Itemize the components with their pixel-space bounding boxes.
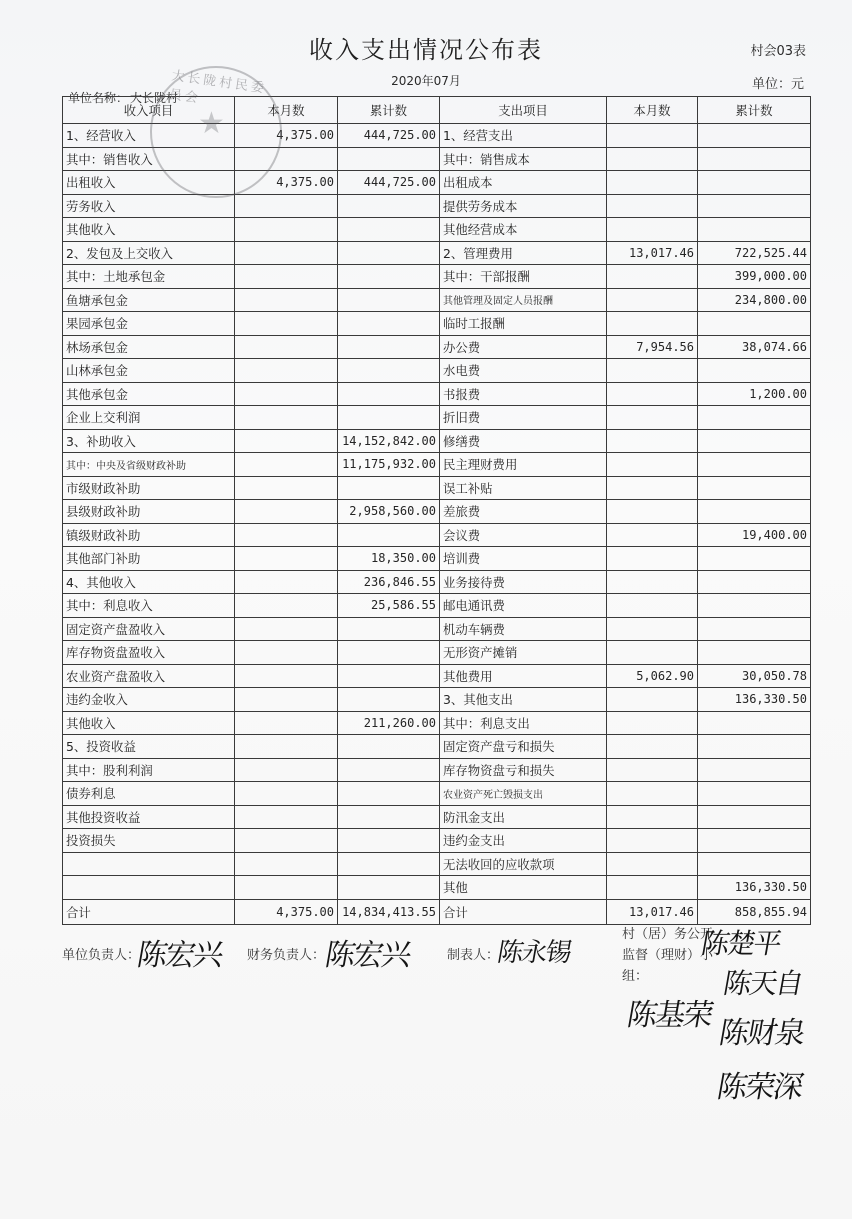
amount-cell	[235, 500, 338, 524]
amount-cell	[698, 359, 811, 383]
amount-cell: 399,000.00	[698, 265, 811, 289]
amount-cell	[338, 335, 440, 359]
amount-cell	[235, 617, 338, 641]
column-header: 累计数	[338, 97, 440, 124]
amount-cell	[698, 194, 811, 218]
total-value: 13,017.46	[607, 899, 698, 924]
amount-cell	[338, 382, 440, 406]
maker-signature: 陈永锡	[494, 938, 573, 968]
amount-cell	[698, 171, 811, 195]
table-row	[63, 570, 811, 594]
supervisor-signature: 陈财泉	[716, 1016, 807, 1051]
page-title: 收入支出情况公布表	[309, 36, 543, 64]
income-item-cell: 其中：股利利润	[63, 758, 235, 782]
amount-cell	[235, 406, 338, 430]
amount-cell	[235, 147, 338, 171]
amount-cell	[698, 735, 811, 759]
income-item-cell: 县级财政补助	[63, 500, 235, 524]
table-row	[63, 641, 811, 665]
expense-item-cell: 办公费	[440, 335, 607, 359]
amount-cell	[607, 782, 698, 806]
amount-cell	[235, 852, 338, 876]
amount-cell: 38,074.66	[698, 335, 811, 359]
head-signature: 陈宏兴	[134, 938, 225, 973]
amount-cell	[698, 476, 811, 500]
table-row	[63, 429, 811, 453]
amount-cell	[338, 617, 440, 641]
amount-cell	[338, 194, 440, 218]
amount-cell: 5,062.90	[607, 664, 698, 688]
expense-item-cell: 其他	[440, 876, 607, 900]
table-row	[63, 218, 811, 242]
amount-cell	[235, 312, 338, 336]
amount-cell	[607, 194, 698, 218]
table-row	[63, 523, 811, 547]
amount-cell	[698, 570, 811, 594]
amount-cell: 444,725.00	[338, 124, 440, 148]
income-item-cell: 3、补助收入	[63, 429, 235, 453]
supervisor-signature: 陈天自	[720, 967, 805, 1000]
maker-label: 制表人：	[447, 948, 500, 963]
income-item-cell: 其他收入	[63, 711, 235, 735]
amount-cell	[338, 688, 440, 712]
amount-cell	[235, 429, 338, 453]
income-item-cell: 其他部门补助	[63, 547, 235, 571]
amount-cell	[235, 218, 338, 242]
total-value: 14,834,413.55	[338, 899, 440, 924]
amount-cell: 4,375.00	[235, 171, 338, 195]
amount-cell	[235, 453, 338, 477]
amount-cell	[235, 523, 338, 547]
amount-cell	[235, 758, 338, 782]
income-item-cell: 1、经营收入	[63, 124, 235, 148]
amount-cell	[698, 147, 811, 171]
amount-cell	[338, 476, 440, 500]
amount-cell	[607, 453, 698, 477]
amount-cell	[235, 711, 338, 735]
amount-cell	[338, 641, 440, 665]
table-row	[63, 147, 811, 171]
expense-item-cell: 其他经营成本	[440, 218, 607, 242]
finance-label: 财务负责人：	[247, 948, 326, 963]
column-header: 支出项目	[440, 97, 607, 124]
amount-cell	[235, 664, 338, 688]
amount-cell	[338, 288, 440, 312]
amount-cell	[235, 382, 338, 406]
income-item-cell: 其他收入	[63, 218, 235, 242]
amount-cell: 136,330.50	[698, 876, 811, 900]
supervisor-signature: 陈基荣	[624, 998, 715, 1033]
income-item-cell: 其中：销售收入	[63, 147, 235, 171]
expense-item-cell: 其他管理及固定人员报酬	[440, 288, 607, 312]
table-row	[63, 335, 811, 359]
totals-row	[63, 899, 811, 924]
income-item-cell: 2、发包及上交收入	[63, 241, 235, 265]
organization-name: 大长陇村	[130, 91, 179, 105]
amount-cell	[338, 852, 440, 876]
expense-item-cell: 其中：利息支出	[440, 711, 607, 735]
income-item-cell: 鱼塘承包金	[63, 288, 235, 312]
income-item-cell: 债券利息	[63, 782, 235, 806]
amount-cell: 211,260.00	[338, 711, 440, 735]
amount-cell	[235, 265, 338, 289]
income-item-cell: 其他承包金	[63, 382, 235, 406]
table-row	[63, 876, 811, 900]
expense-item-cell: 其中：销售成本	[440, 147, 607, 171]
amount-cell	[698, 500, 811, 524]
table-row	[63, 829, 811, 853]
table-row	[63, 288, 811, 312]
expense-item-cell: 固定资产盘亏和损失	[440, 735, 607, 759]
income-item-cell: 劳务收入	[63, 194, 235, 218]
supervision-label: 村（居）务公开监督（理财）小组：	[622, 927, 714, 984]
table-row	[63, 594, 811, 618]
expense-item-cell: 修缮费	[440, 429, 607, 453]
expense-item-cell: 书报费	[440, 382, 607, 406]
amount-cell	[698, 805, 811, 829]
amount-cell	[338, 218, 440, 242]
amount-cell	[235, 241, 338, 265]
expense-item-cell: 误工补贴	[440, 476, 607, 500]
currency-unit: 单位：元	[751, 77, 804, 92]
amount-cell: 25,586.55	[338, 594, 440, 618]
table-row	[63, 171, 811, 195]
amount-cell	[338, 147, 440, 171]
income-item-cell	[63, 852, 235, 876]
income-item-cell: 投资损失	[63, 829, 235, 853]
amount-cell	[235, 570, 338, 594]
expense-item-cell: 1、经营支出	[440, 124, 607, 148]
amount-cell	[338, 265, 440, 289]
amount-cell	[607, 265, 698, 289]
expense-item-cell: 民主理财费用	[440, 453, 607, 477]
amount-cell	[607, 359, 698, 383]
amount-cell	[698, 453, 811, 477]
income-item-cell: 林场承包金	[63, 335, 235, 359]
expense-item-cell: 邮电通讯费	[440, 594, 607, 618]
amount-cell	[698, 782, 811, 806]
amount-cell	[698, 547, 811, 571]
amount-cell	[607, 147, 698, 171]
expense-item-cell: 临时工报酬	[440, 312, 607, 336]
total-value: 4,375.00	[235, 899, 338, 924]
amount-cell	[698, 617, 811, 641]
amount-cell	[607, 758, 698, 782]
expense-item-cell: 会议费	[440, 523, 607, 547]
amount-cell	[338, 241, 440, 265]
amount-cell	[607, 641, 698, 665]
amount-cell	[607, 124, 698, 148]
amount-cell	[607, 218, 698, 242]
income-item-cell: 5、投资收益	[63, 735, 235, 759]
amount-cell	[607, 429, 698, 453]
amount-cell	[698, 406, 811, 430]
amount-cell	[338, 876, 440, 900]
expense-item-cell: 防汛金支出	[440, 805, 607, 829]
amount-cell	[607, 476, 698, 500]
income-item-cell: 违约金收入	[63, 688, 235, 712]
table-row	[63, 124, 811, 148]
amount-cell	[235, 735, 338, 759]
amount-cell	[698, 829, 811, 853]
income-item-cell: 果园承包金	[63, 312, 235, 336]
table-row	[63, 805, 811, 829]
table-row	[63, 382, 811, 406]
amount-cell	[235, 594, 338, 618]
amount-cell	[698, 124, 811, 148]
expense-item-cell: 提供劳务成本	[440, 194, 607, 218]
amount-cell	[607, 735, 698, 759]
income-item-cell: 其他投资收益	[63, 805, 235, 829]
income-item-cell: 市级财政补助	[63, 476, 235, 500]
amount-cell: 19,400.00	[698, 523, 811, 547]
table-row	[63, 758, 811, 782]
supervisor-signature: 陈荣深	[714, 1070, 805, 1105]
amount-cell	[235, 805, 338, 829]
column-header: 本月数	[235, 97, 338, 124]
total-label: 合计	[440, 899, 607, 924]
amount-cell: 236,846.55	[338, 570, 440, 594]
expense-item-cell: 2、管理费用	[440, 241, 607, 265]
expense-item-cell: 培训费	[440, 547, 607, 571]
income-item-cell: 固定资产盘盈收入	[63, 617, 235, 641]
amount-cell: 234,800.00	[698, 288, 811, 312]
amount-cell	[338, 782, 440, 806]
report-period: 2020年07月	[391, 74, 461, 88]
amount-cell	[607, 711, 698, 735]
income-item-cell: 出租收入	[63, 171, 235, 195]
form-number: 村会03表	[750, 44, 806, 59]
expense-item-cell: 其他费用	[440, 664, 607, 688]
table-row	[63, 241, 811, 265]
table-row	[63, 476, 811, 500]
amount-cell	[235, 335, 338, 359]
amount-cell	[607, 406, 698, 430]
expense-item-cell: 3、其他支出	[440, 688, 607, 712]
income-item-cell: 其中：中央及省级财政补助	[63, 453, 235, 477]
table-row	[63, 664, 811, 688]
finance-signature: 陈宏兴	[322, 938, 413, 973]
table-row	[63, 194, 811, 218]
income-item-cell: 库存物资盘盈收入	[63, 641, 235, 665]
income-item-cell: 其中：土地承包金	[63, 265, 235, 289]
amount-cell	[338, 664, 440, 688]
amount-cell: 18,350.00	[338, 547, 440, 571]
amount-cell: 11,175,932.00	[338, 453, 440, 477]
income-item-cell: 其中：利息收入	[63, 594, 235, 618]
amount-cell	[698, 312, 811, 336]
amount-cell	[235, 641, 338, 665]
expense-item-cell: 机动车辆费	[440, 617, 607, 641]
table-row	[63, 852, 811, 876]
income-item-cell: 企业上交利润	[63, 406, 235, 430]
amount-cell	[698, 641, 811, 665]
supervisor-signature: 陈楚平	[698, 927, 783, 960]
table-row	[63, 688, 811, 712]
expense-item-cell: 其中：干部报酬	[440, 265, 607, 289]
amount-cell: 136,330.50	[698, 688, 811, 712]
seal-star-icon: ★	[198, 106, 225, 141]
expense-item-cell: 库存物资盘亏和损失	[440, 758, 607, 782]
table-row	[63, 617, 811, 641]
income-expense-table	[62, 96, 811, 925]
table-row	[63, 711, 811, 735]
amount-cell	[607, 829, 698, 853]
amount-cell	[235, 829, 338, 853]
amount-cell	[607, 547, 698, 571]
amount-cell	[338, 805, 440, 829]
amount-cell	[235, 476, 338, 500]
head-label: 单位负责人：	[62, 948, 141, 963]
amount-cell: 444,725.00	[338, 171, 440, 195]
amount-cell	[338, 406, 440, 430]
total-label: 合计	[63, 899, 235, 924]
amount-cell	[338, 829, 440, 853]
amount-cell	[235, 359, 338, 383]
amount-cell	[235, 288, 338, 312]
amount-cell	[698, 852, 811, 876]
amount-cell	[607, 688, 698, 712]
amount-cell	[338, 359, 440, 383]
amount-cell	[235, 194, 338, 218]
amount-cell: 30,050.78	[698, 664, 811, 688]
amount-cell	[235, 688, 338, 712]
table-row	[63, 453, 811, 477]
expense-item-cell: 农业资产死亡毁损支出	[440, 782, 607, 806]
expense-item-cell: 差旅费	[440, 500, 607, 524]
table-row	[63, 735, 811, 759]
amount-cell	[607, 382, 698, 406]
amount-cell: 722,525.44	[698, 241, 811, 265]
amount-cell	[338, 735, 440, 759]
expense-item-cell: 出租成本	[440, 171, 607, 195]
amount-cell	[607, 312, 698, 336]
amount-cell: 14,152,842.00	[338, 429, 440, 453]
table-row	[63, 406, 811, 430]
amount-cell	[607, 617, 698, 641]
table-row	[63, 359, 811, 383]
amount-cell	[607, 805, 698, 829]
amount-cell	[698, 218, 811, 242]
amount-cell	[607, 852, 698, 876]
amount-cell	[607, 594, 698, 618]
expense-item-cell: 业务接待费	[440, 570, 607, 594]
amount-cell	[698, 758, 811, 782]
income-item-cell: 镇级财政补助	[63, 523, 235, 547]
seal-text: 大长陇村民委员会	[167, 68, 268, 107]
amount-cell	[607, 500, 698, 524]
expense-item-cell: 无形资产摊销	[440, 641, 607, 665]
table-row	[63, 547, 811, 571]
expense-item-cell: 水电费	[440, 359, 607, 383]
amount-cell	[698, 429, 811, 453]
amount-cell	[338, 758, 440, 782]
expense-item-cell: 折旧费	[440, 406, 607, 430]
total-value: 858,855.94	[698, 899, 811, 924]
amount-cell: 4,375.00	[235, 124, 338, 148]
amount-cell	[235, 782, 338, 806]
amount-cell	[607, 570, 698, 594]
expense-item-cell: 违约金支出	[440, 829, 607, 853]
income-item-cell: 农业资产盘盈收入	[63, 664, 235, 688]
table-row	[63, 312, 811, 336]
column-header: 累计数	[698, 97, 811, 124]
amount-cell	[698, 594, 811, 618]
income-item-cell	[63, 876, 235, 900]
amount-cell	[338, 523, 440, 547]
amount-cell	[235, 876, 338, 900]
amount-cell: 13,017.46	[607, 241, 698, 265]
column-header: 本月数	[607, 97, 698, 124]
amount-cell	[698, 711, 811, 735]
column-header: 收入项目	[63, 97, 235, 124]
amount-cell: 2,958,560.00	[338, 500, 440, 524]
table-row	[63, 500, 811, 524]
income-item-cell: 4、其他收入	[63, 570, 235, 594]
amount-cell	[607, 523, 698, 547]
amount-cell: 1,200.00	[698, 382, 811, 406]
table-row	[63, 265, 811, 289]
amount-cell: 7,954.56	[607, 335, 698, 359]
income-item-cell: 山林承包金	[63, 359, 235, 383]
expense-item-cell: 无法收回的应收款项	[440, 852, 607, 876]
table-header-row	[63, 97, 811, 124]
table-row	[63, 782, 811, 806]
amount-cell	[607, 171, 698, 195]
amount-cell	[607, 288, 698, 312]
amount-cell	[235, 547, 338, 571]
amount-cell	[607, 876, 698, 900]
organization-label: 单位名称：	[68, 91, 129, 105]
amount-cell	[338, 312, 440, 336]
